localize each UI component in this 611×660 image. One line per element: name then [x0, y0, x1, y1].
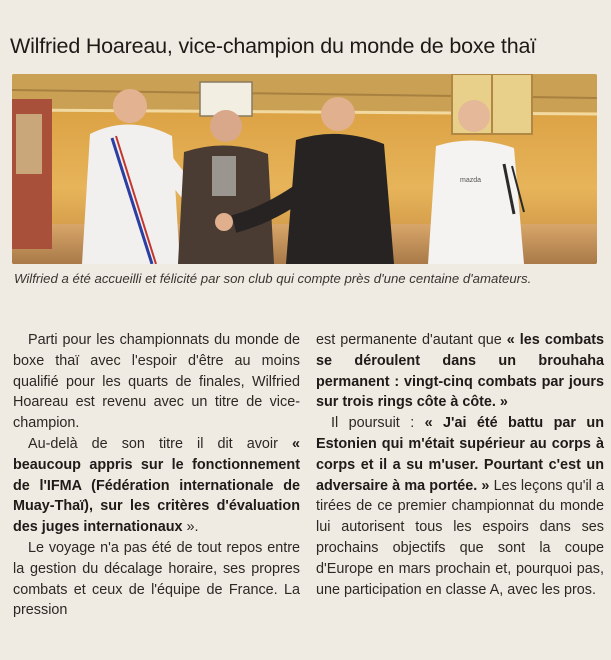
photo-illustration [12, 74, 597, 264]
paragraph: Parti pour les championnats du monde de boxe thaï avec l'espoir d'être au moins qualifié pour les quarts de finales, Wilfried Hoareau est revenu avec un titre de vice-champion. [13, 332, 300, 432]
shirt-logo: mazda [460, 177, 482, 184]
text-run: ». [182, 519, 199, 536]
text-run: Au-delà de son titre il dit avoir [28, 435, 292, 452]
quote-bold: « J'ai été battu par un Estonien qui m'était supérieur au corps à corps et il a su m'user. Pourtant c'est un adversaire à ma portée. » [316, 415, 604, 494]
article-column-left [13, 330, 300, 621]
paragraph: Le voyage n'a pas été de tout repos entre la gestion du décalage horaire, ses propres combats et ceux de l'équipe de France. La pression [13, 539, 300, 619]
text-run: Les leçons qu'il a tirées de ce premier championnat du monde lui autorisent tous les espoirs dans ses prochains objectifs que sont la coupe d'Europe en mars prochain et, pourquoi pas, une participation en classe A, avec les pros. [316, 477, 604, 598]
text-run: est permanente d'autant que [316, 332, 507, 348]
paragraph [13, 434, 300, 538]
quote-bold: « les combats se déroulent dans un brouhaha permanent : vingt-cinq combats par jours sur trois rings côte à côte. » [316, 332, 604, 411]
text-run: Il poursuit : [331, 415, 425, 432]
article-column-right [316, 330, 604, 600]
article-headline: Wilfried Hoareau, vice-champion du monde de boxe thaï [10, 34, 536, 58]
article-photo [12, 74, 597, 264]
photo-caption: Wilfried a été accueilli et félicité par son club qui compte près d'une centaine d'amateurs. [14, 271, 532, 286]
paragraph [316, 330, 604, 413]
paragraph [316, 413, 604, 600]
quote-bold: « beaucoup appris sur le fonctionnement de l'IFMA (Fédération internationale de Muay-Thaï), sur les critères d'évaluation des juges internationaux [13, 435, 300, 536]
